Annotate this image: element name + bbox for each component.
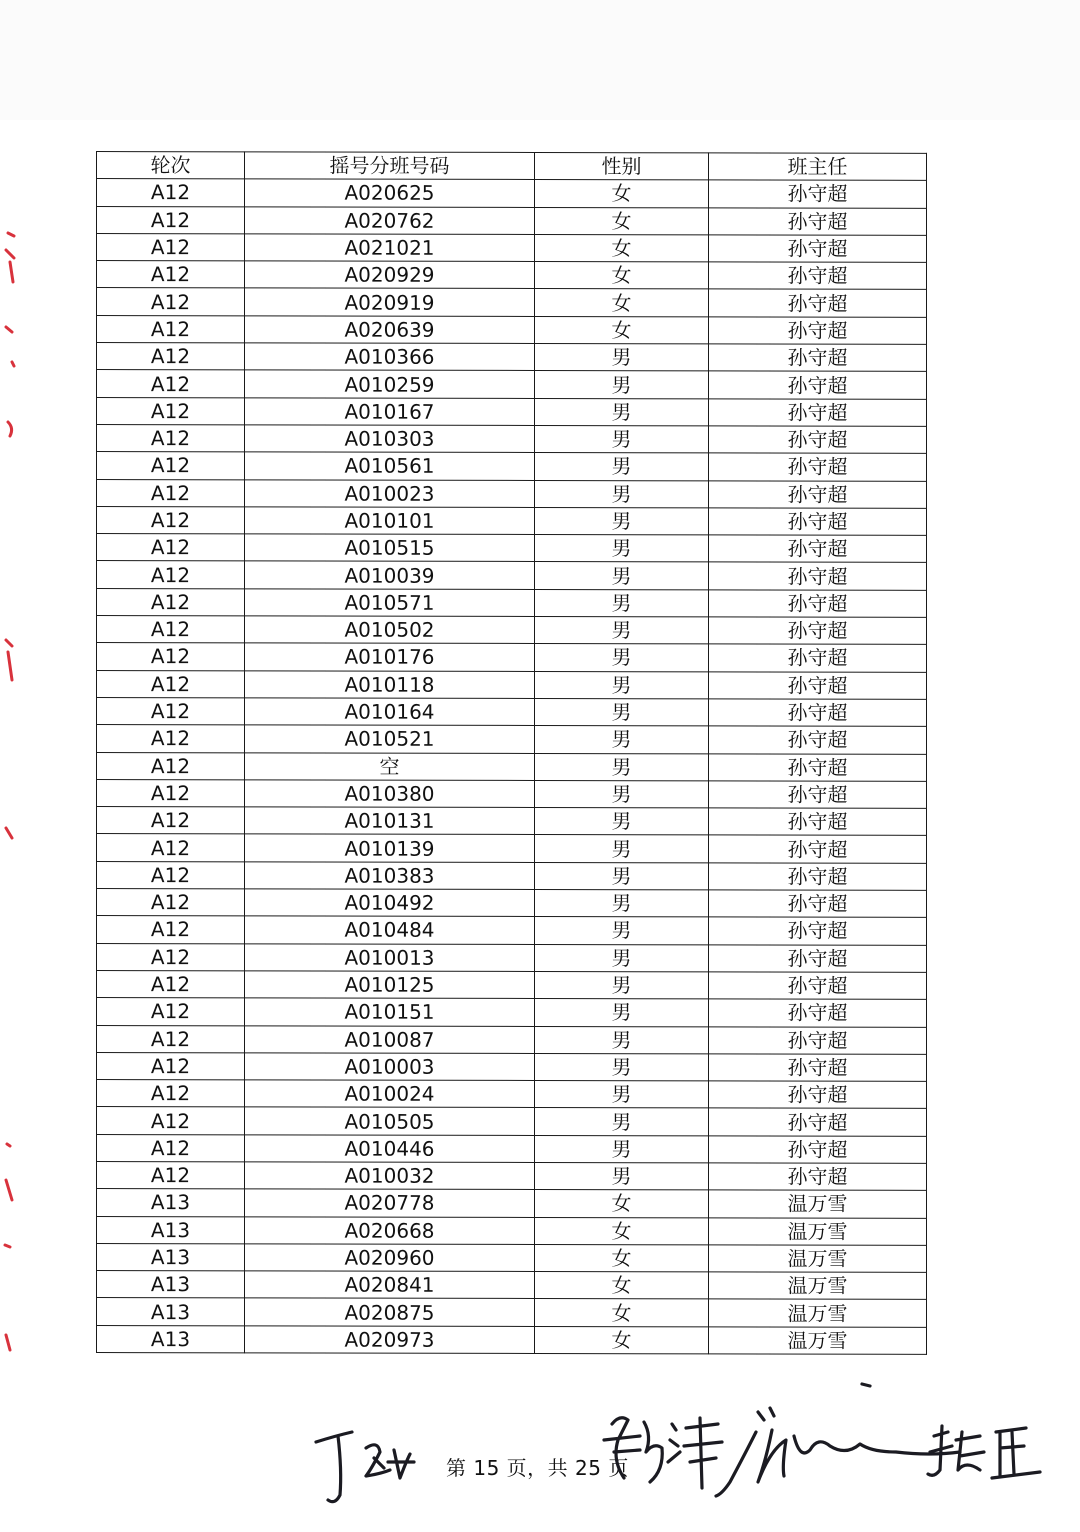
cell-gender: 男 — [535, 1162, 709, 1190]
table-row — [97, 370, 927, 399]
table-row — [97, 1107, 927, 1136]
cell-round: A12 — [97, 179, 245, 207]
cell-round: A12 — [97, 807, 245, 835]
cell-head-teacher: 孙守超 — [709, 672, 927, 700]
cell-round: A12 — [97, 1025, 245, 1053]
cell-round: A12 — [97, 261, 245, 289]
cell-round: A12 — [97, 452, 245, 480]
table-row — [97, 807, 927, 836]
cell-round: A12 — [97, 861, 245, 889]
cell-round: A13 — [97, 1325, 245, 1353]
table-row — [97, 643, 927, 672]
cell-round: A12 — [97, 943, 245, 971]
cell-head-teacher: 孙守超 — [709, 1163, 927, 1191]
cell-lottery-number: A010003 — [245, 1053, 535, 1081]
cell-round: A12 — [97, 616, 245, 644]
table-row — [97, 479, 927, 508]
table-row — [97, 1052, 927, 1081]
cell-round: A12 — [97, 424, 245, 452]
cell-head-teacher: 孙守超 — [709, 317, 927, 345]
cell-head-teacher: 孙守超 — [709, 508, 927, 536]
cell-gender: 男 — [535, 644, 709, 672]
cell-gender: 男 — [535, 999, 709, 1027]
cell-lottery-number: A020762 — [245, 206, 535, 234]
cell-lottery-number: A020668 — [245, 1216, 535, 1244]
cell-lottery-number: A010380 — [245, 780, 535, 808]
cell-lottery-number: A010303 — [245, 425, 535, 453]
cell-round: A12 — [97, 998, 245, 1026]
cell-round: A12 — [97, 1107, 245, 1135]
table-row — [97, 1189, 927, 1218]
table-row — [97, 1161, 927, 1190]
cell-lottery-number: A010039 — [245, 561, 535, 589]
cell-round: A12 — [97, 1161, 245, 1189]
table-row — [97, 452, 927, 481]
table-row — [97, 616, 927, 645]
cell-gender: 男 — [535, 780, 709, 808]
cell-round: A12 — [97, 643, 245, 671]
cell-head-teacher: 孙守超 — [709, 1026, 927, 1054]
table-row — [97, 1325, 927, 1354]
cell-lottery-number: A010176 — [245, 643, 535, 671]
cell-lottery-number: A020929 — [245, 261, 535, 289]
page-number-footer: 第 15 页，共 25 页 — [446, 1456, 629, 1480]
cell-gender: 男 — [535, 671, 709, 699]
cell-lottery-number: A010521 — [245, 725, 535, 753]
cell-head-teacher: 孙守超 — [709, 1108, 927, 1136]
cell-gender: 女 — [535, 1272, 709, 1300]
cell-gender: 男 — [535, 917, 709, 945]
cell-lottery-number: A021021 — [245, 234, 535, 262]
table-row — [97, 343, 927, 372]
cell-head-teacher: 孙守超 — [709, 371, 927, 399]
cell-round: A12 — [97, 725, 245, 753]
table-row — [97, 1025, 927, 1054]
cell-gender: 女 — [535, 289, 709, 317]
cell-lottery-number: A020778 — [245, 1189, 535, 1217]
cell-head-teacher: 孙守超 — [709, 999, 927, 1027]
cell-gender: 男 — [535, 835, 709, 863]
cell-lottery-number: A010151 — [245, 998, 535, 1026]
header-head-teacher: 班主任 — [709, 153, 927, 181]
cell-head-teacher: 孙守超 — [709, 808, 927, 836]
cell-gender: 女 — [535, 316, 709, 344]
cell-round: A12 — [97, 288, 245, 316]
table-row — [97, 970, 927, 999]
cell-round: A12 — [97, 233, 245, 261]
cell-gender: 男 — [535, 371, 709, 399]
cell-gender: 女 — [535, 1299, 709, 1327]
cell-lottery-number: A010131 — [245, 807, 535, 835]
header-lottery-number: 摇号分班号码 — [245, 152, 535, 180]
cell-lottery-number: A010167 — [245, 398, 535, 426]
table-row — [97, 1134, 927, 1163]
cell-head-teacher: 温万雪 — [709, 1190, 927, 1218]
table-row — [97, 397, 927, 426]
cell-round: A12 — [97, 506, 245, 534]
cell-head-teacher: 孙守超 — [709, 617, 927, 645]
cell-round: A12 — [97, 916, 245, 944]
cell-lottery-number: A010446 — [245, 1135, 535, 1163]
table-row — [97, 424, 927, 453]
cell-lottery-number: A010515 — [245, 534, 535, 562]
table-row — [97, 561, 927, 590]
cell-lottery-number: A010118 — [245, 670, 535, 698]
table-row — [97, 1216, 927, 1245]
table-row — [97, 206, 927, 235]
cell-lottery-number: A010164 — [245, 698, 535, 726]
cell-round: A13 — [97, 1216, 245, 1244]
header-round: 轮次 — [97, 152, 245, 180]
header-gender: 性别 — [535, 152, 709, 180]
cell-lottery-number: A010013 — [245, 943, 535, 971]
table-header-row — [97, 152, 927, 181]
cell-round: A12 — [97, 561, 245, 589]
cell-lottery-number: A010032 — [245, 1162, 535, 1190]
cell-head-teacher: 温万雪 — [709, 1299, 927, 1327]
cell-lottery-number: A010366 — [245, 343, 535, 371]
cell-round: A12 — [97, 752, 245, 780]
cell-lottery-number: A010484 — [245, 916, 535, 944]
cell-lottery-number: A020919 — [245, 288, 535, 316]
table-row — [97, 943, 927, 972]
cell-gender: 男 — [535, 1081, 709, 1109]
cell-lottery-number: A010101 — [245, 507, 535, 535]
table-row — [97, 916, 927, 945]
red-stamp-marks — [0, 0, 40, 1528]
cell-head-teacher: 孙守超 — [709, 863, 927, 891]
cell-gender: 女 — [535, 207, 709, 235]
cell-head-teacher: 孙守超 — [709, 344, 927, 372]
table-row — [97, 1271, 927, 1300]
cell-round: A12 — [97, 397, 245, 425]
cell-lottery-number: A020625 — [245, 179, 535, 207]
cell-round: A12 — [97, 889, 245, 917]
cell-gender: 女 — [535, 1326, 709, 1354]
cell-lottery-number: A020841 — [245, 1271, 535, 1299]
cell-gender: 男 — [535, 944, 709, 972]
cell-head-teacher: 孙守超 — [709, 1054, 927, 1082]
cell-gender: 男 — [535, 425, 709, 453]
cell-lottery-number: A010125 — [245, 971, 535, 999]
table-row — [97, 725, 927, 754]
cell-head-teacher: 孙守超 — [709, 890, 927, 918]
cell-gender: 男 — [535, 1135, 709, 1163]
cell-round: A12 — [97, 1134, 245, 1162]
cell-gender: 男 — [535, 589, 709, 617]
table-row — [97, 752, 927, 781]
table-row — [97, 261, 927, 290]
cell-gender: 男 — [535, 971, 709, 999]
cell-gender: 男 — [535, 753, 709, 781]
cell-gender: 女 — [535, 1217, 709, 1245]
table-row — [97, 534, 927, 563]
cell-head-teacher: 孙守超 — [709, 835, 927, 863]
cell-lottery-number: A020960 — [245, 1244, 535, 1272]
table-row — [97, 588, 927, 617]
cell-head-teacher: 孙守超 — [709, 207, 927, 235]
cell-gender: 男 — [535, 344, 709, 372]
cell-lottery-number: A010383 — [245, 862, 535, 890]
cell-head-teacher: 孙守超 — [709, 753, 927, 781]
table-row — [97, 506, 927, 535]
cell-lottery-number: A010571 — [245, 589, 535, 617]
cell-gender: 男 — [535, 398, 709, 426]
table-row — [97, 288, 927, 317]
cell-head-teacher: 孙守超 — [709, 180, 927, 208]
cell-lottery-number: A020639 — [245, 316, 535, 344]
table-row — [97, 1298, 927, 1327]
cell-round: A12 — [97, 1080, 245, 1108]
cell-gender: 女 — [535, 1244, 709, 1272]
cell-gender: 男 — [535, 808, 709, 836]
cell-round: A12 — [97, 343, 245, 371]
cell-head-teacher: 孙守超 — [709, 426, 927, 454]
cell-gender: 男 — [535, 480, 709, 508]
table-body — [97, 179, 927, 1355]
cell-lottery-number: 空 — [245, 752, 535, 780]
cell-head-teacher: 孙守超 — [709, 644, 927, 672]
table-row — [97, 861, 927, 890]
cell-head-teacher: 温万雪 — [709, 1245, 927, 1273]
page-top-strip — [0, 0, 1080, 120]
cell-round: A13 — [97, 1189, 245, 1217]
cell-round: A12 — [97, 697, 245, 725]
cell-head-teacher: 孙守超 — [709, 917, 927, 945]
cell-head-teacher: 孙守超 — [709, 235, 927, 263]
cell-head-teacher: 温万雪 — [709, 1217, 927, 1245]
cell-round: A12 — [97, 834, 245, 862]
cell-head-teacher: 孙守超 — [709, 944, 927, 972]
cell-lottery-number: A010024 — [245, 1080, 535, 1108]
cell-head-teacher: 孙守超 — [709, 781, 927, 809]
cell-lottery-number: A020973 — [245, 1326, 535, 1354]
cell-gender: 女 — [535, 234, 709, 262]
cell-round: A12 — [97, 670, 245, 698]
table-row — [97, 779, 927, 808]
cell-gender: 男 — [535, 890, 709, 918]
cell-gender: 男 — [535, 453, 709, 481]
cell-round: A12 — [97, 370, 245, 398]
table-row — [97, 1080, 927, 1109]
cell-round: A13 — [97, 1298, 245, 1326]
cell-head-teacher: 孙守超 — [709, 699, 927, 727]
cell-gender: 男 — [535, 1026, 709, 1054]
cell-head-teacher: 孙守超 — [709, 289, 927, 317]
cell-head-teacher: 孙守超 — [709, 590, 927, 618]
cell-gender: 男 — [535, 726, 709, 754]
table-row — [97, 889, 927, 918]
cell-gender: 男 — [535, 1053, 709, 1081]
cell-lottery-number: A010505 — [245, 1107, 535, 1135]
table-row — [97, 697, 927, 726]
table-row — [97, 1243, 927, 1272]
cell-head-teacher: 孙守超 — [709, 453, 927, 481]
cell-round: A13 — [97, 1243, 245, 1271]
cell-lottery-number: A010259 — [245, 370, 535, 398]
cell-gender: 男 — [535, 862, 709, 890]
table-row — [97, 834, 927, 863]
cell-lottery-number: A010087 — [245, 1025, 535, 1053]
cell-lottery-number: A020875 — [245, 1298, 535, 1326]
cell-round: A12 — [97, 970, 245, 998]
table-row — [97, 179, 927, 208]
cell-round: A12 — [97, 588, 245, 616]
cell-gender: 男 — [535, 698, 709, 726]
table-row — [97, 998, 927, 1027]
cell-round: A12 — [97, 206, 245, 234]
cell-head-teacher: 孙守超 — [709, 1081, 927, 1109]
cell-lottery-number: A010492 — [245, 889, 535, 917]
cell-lottery-number: A010502 — [245, 616, 535, 644]
cell-gender: 女 — [535, 262, 709, 290]
cell-gender: 男 — [535, 507, 709, 535]
class-assignment-table — [96, 151, 927, 1355]
cell-round: A12 — [97, 315, 245, 343]
cell-gender: 男 — [535, 1108, 709, 1136]
cell-lottery-number: A010023 — [245, 479, 535, 507]
cell-head-teacher: 温万雪 — [709, 1327, 927, 1355]
table-row — [97, 233, 927, 262]
cell-head-teacher: 孙守超 — [709, 535, 927, 563]
cell-gender: 男 — [535, 562, 709, 590]
cell-round: A12 — [97, 779, 245, 807]
cell-round: A13 — [97, 1271, 245, 1299]
cell-head-teacher: 孙守超 — [709, 972, 927, 1000]
cell-lottery-number: A010139 — [245, 834, 535, 862]
cell-head-teacher: 孙守超 — [709, 399, 927, 427]
table-row — [97, 315, 927, 344]
table-row — [97, 670, 927, 699]
cell-head-teacher: 孙守超 — [709, 1136, 927, 1164]
cell-round: A12 — [97, 479, 245, 507]
cell-gender: 女 — [535, 1190, 709, 1218]
cell-round: A12 — [97, 534, 245, 562]
cell-head-teacher: 孙守超 — [709, 480, 927, 508]
cell-head-teacher: 温万雪 — [709, 1272, 927, 1300]
cell-round: A12 — [97, 1052, 245, 1080]
cell-gender: 男 — [535, 617, 709, 645]
cell-head-teacher: 孙守超 — [709, 726, 927, 754]
cell-lottery-number: A010561 — [245, 452, 535, 480]
cell-head-teacher: 孙守超 — [709, 262, 927, 290]
cell-gender: 女 — [535, 180, 709, 208]
cell-gender: 男 — [535, 535, 709, 563]
cell-head-teacher: 孙守超 — [709, 562, 927, 590]
